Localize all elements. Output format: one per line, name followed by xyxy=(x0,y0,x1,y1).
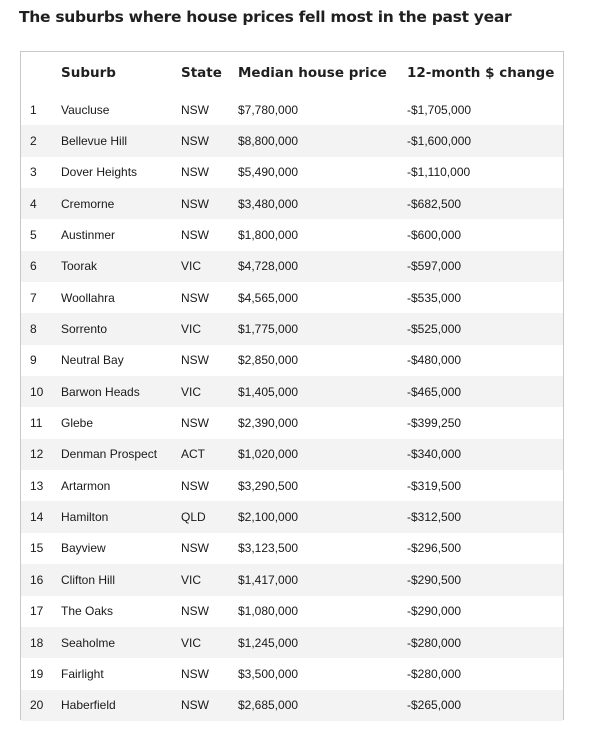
cell-median-price: $2,685,000 xyxy=(238,698,299,713)
table-row xyxy=(21,439,563,470)
cell-12-month-change: -$265,000 xyxy=(407,698,462,713)
cell-suburb: Toorak xyxy=(61,259,98,274)
table-row xyxy=(21,157,563,188)
table-row xyxy=(21,219,563,250)
table-row xyxy=(21,470,563,501)
cell-state: VIC xyxy=(181,322,202,337)
cell-state: VIC xyxy=(181,384,202,399)
cell-rank: 18 xyxy=(30,635,44,650)
cell-state: NSW xyxy=(181,196,209,211)
cell-state: NSW xyxy=(181,165,209,180)
cell-12-month-change: -$600,000 xyxy=(407,228,462,243)
cell-12-month-change: -$290,500 xyxy=(407,572,462,587)
cell-state: NSW xyxy=(181,604,209,619)
cell-median-price: $1,245,000 xyxy=(238,635,299,650)
table-row xyxy=(21,125,563,156)
cell-suburb: Artarmon xyxy=(61,478,111,493)
cell-suburb: Neutral Bay xyxy=(61,353,124,368)
cell-median-price: $5,490,000 xyxy=(238,165,299,180)
cell-rank: 7 xyxy=(30,290,37,305)
cell-12-month-change: -$525,000 xyxy=(407,322,462,337)
cell-12-month-change: -$290,000 xyxy=(407,604,462,619)
cell-suburb: Bellevue Hill xyxy=(61,134,128,149)
cell-12-month-change: -$312,500 xyxy=(407,510,462,525)
cell-rank: 11 xyxy=(30,416,43,431)
cell-median-price: $3,123,500 xyxy=(238,541,299,556)
cell-rank: 8 xyxy=(30,322,37,337)
cell-12-month-change: -$280,000 xyxy=(407,635,462,650)
cell-suburb: Fairlight xyxy=(61,666,104,681)
suburbs-table-container xyxy=(20,51,564,720)
cell-rank: 17 xyxy=(30,604,44,619)
table-row xyxy=(21,533,563,564)
cell-suburb: Cremorne xyxy=(61,196,115,211)
cell-rank: 2 xyxy=(30,134,37,149)
header-rank xyxy=(21,52,61,94)
table-row xyxy=(21,407,563,438)
table-row xyxy=(21,690,563,721)
cell-12-month-change: -$1,110,000 xyxy=(407,165,471,180)
cell-state: VIC xyxy=(181,259,202,274)
cell-12-month-change: -$597,000 xyxy=(407,259,462,274)
cell-12-month-change: -$1,705,000 xyxy=(407,102,472,117)
cell-state: NSW xyxy=(181,541,209,556)
header-12-month-change: 12-month $ change xyxy=(407,65,555,81)
cell-rank: 19 xyxy=(30,666,44,681)
cell-state: NSW xyxy=(181,134,209,149)
table-row xyxy=(21,658,563,689)
cell-suburb: Denman Prospect xyxy=(61,447,158,462)
table-body xyxy=(21,94,563,721)
cell-median-price: $3,500,000 xyxy=(238,666,299,681)
cell-rank: 20 xyxy=(30,698,44,713)
cell-rank: 9 xyxy=(30,353,37,368)
cell-median-price: $1,800,000 xyxy=(238,228,299,243)
cell-median-price: $4,728,000 xyxy=(238,259,299,274)
cell-rank: 13 xyxy=(30,478,44,493)
table-row xyxy=(21,313,563,344)
page-title: The suburbs where house prices fell most in the past year xyxy=(19,8,512,26)
table-row xyxy=(21,94,563,125)
table-row xyxy=(21,501,563,532)
cell-rank: 14 xyxy=(30,510,44,525)
cell-state: NSW xyxy=(181,290,209,305)
cell-state: NSW xyxy=(181,698,209,713)
cell-state: NSW xyxy=(181,416,209,431)
cell-median-price: $1,020,000 xyxy=(238,447,299,462)
cell-rank: 16 xyxy=(30,572,44,587)
cell-median-price: $1,775,000 xyxy=(238,322,299,337)
cell-rank: 12 xyxy=(30,447,44,462)
cell-12-month-change: -$319,500 xyxy=(407,478,462,493)
table-row xyxy=(21,188,563,219)
cell-median-price: $1,080,000 xyxy=(238,604,299,619)
cell-state: VIC xyxy=(181,635,202,650)
header-row xyxy=(21,52,563,94)
table-row xyxy=(21,627,563,658)
cell-median-price: $2,100,000 xyxy=(238,510,299,525)
cell-state: ACT xyxy=(181,447,205,462)
cell-12-month-change: -$296,500 xyxy=(407,541,462,556)
table-row xyxy=(21,596,563,627)
cell-12-month-change: -$1,600,000 xyxy=(407,134,472,149)
table-row xyxy=(21,251,563,282)
table-row xyxy=(21,376,563,407)
cell-suburb: Woollahra xyxy=(61,290,115,305)
cell-state: NSW xyxy=(181,478,209,493)
cell-median-price: $3,480,000 xyxy=(238,196,299,211)
cell-rank: 15 xyxy=(30,541,44,556)
cell-rank: 10 xyxy=(30,384,44,399)
cell-median-price: $2,390,000 xyxy=(238,416,299,431)
table-row xyxy=(21,282,563,313)
cell-state: NSW xyxy=(181,228,209,243)
table-header xyxy=(21,52,563,94)
header-state: State xyxy=(181,65,222,81)
cell-rank: 6 xyxy=(30,259,37,274)
cell-state: NSW xyxy=(181,353,209,368)
cell-12-month-change: -$340,000 xyxy=(407,447,462,462)
cell-suburb: Bayview xyxy=(61,541,106,556)
cell-rank: 3 xyxy=(30,165,37,180)
cell-rank: 4 xyxy=(30,196,37,211)
cell-state: NSW xyxy=(181,102,209,117)
header-median-price: Median house price xyxy=(238,65,387,81)
cell-suburb: Clifton Hill xyxy=(61,572,116,587)
cell-suburb: Sorrento xyxy=(61,322,108,337)
cell-suburb: The Oaks xyxy=(61,604,114,619)
cell-suburb: Hamilton xyxy=(61,510,109,525)
cell-state: VIC xyxy=(181,572,202,587)
suburbs-table xyxy=(21,52,563,721)
cell-rank: 1 xyxy=(30,102,37,117)
cell-suburb: Barwon Heads xyxy=(61,384,140,399)
cell-suburb: Seaholme xyxy=(61,635,116,650)
cell-state: NSW xyxy=(181,666,209,681)
cell-median-price: $1,405,000 xyxy=(238,384,299,399)
cell-suburb: Austinmer xyxy=(61,228,116,243)
cell-median-price: $3,290,500 xyxy=(238,478,299,493)
cell-12-month-change: -$465,000 xyxy=(407,384,462,399)
cell-median-price: $4,565,000 xyxy=(238,290,299,305)
cell-suburb: Haberfield xyxy=(61,698,116,713)
cell-suburb: Dover Heights xyxy=(61,165,138,180)
cell-12-month-change: -$682,500 xyxy=(407,196,462,211)
cell-median-price: $7,780,000 xyxy=(238,102,299,117)
cell-state: QLD xyxy=(181,510,206,525)
cell-median-price: $8,800,000 xyxy=(238,134,299,149)
header-suburb: Suburb xyxy=(61,65,116,81)
cell-rank: 5 xyxy=(30,228,37,243)
table-row xyxy=(21,345,563,376)
cell-12-month-change: -$535,000 xyxy=(407,290,462,305)
cell-suburb: Glebe xyxy=(61,416,94,431)
cell-12-month-change: -$280,000 xyxy=(407,666,462,681)
cell-median-price: $1,417,000 xyxy=(238,572,299,587)
cell-suburb: Vaucluse xyxy=(61,102,110,117)
cell-12-month-change: -$480,000 xyxy=(407,353,462,368)
cell-median-price: $2,850,000 xyxy=(238,353,299,368)
cell-12-month-change: -$399,250 xyxy=(407,416,462,431)
table-row xyxy=(21,564,563,595)
